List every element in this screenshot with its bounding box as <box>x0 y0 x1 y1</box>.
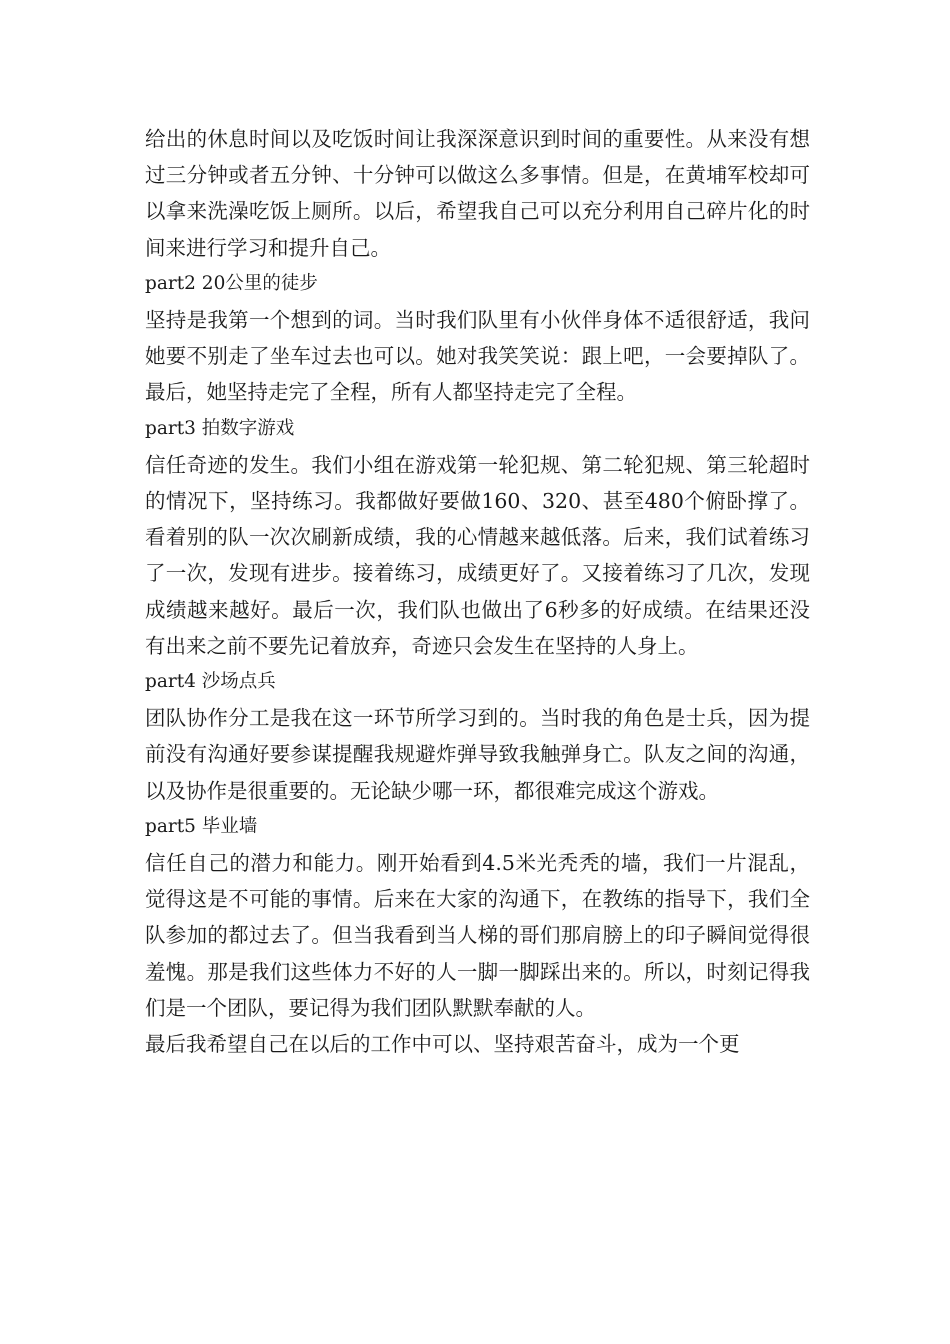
section-text-part2: 坚持是我第一个想到的词。当时我们队里有小伙伴身体不适很舒适，我问她要不别走了坐车过去也可以。她对我笑笑说：跟上吧，一会要掉队了。最后，她坚持走完了全程，所有人都坚持走完了全程。 <box>145 308 810 405</box>
section-heading-part5: part5 毕业墙 <box>145 815 258 837</box>
section-heading-part2: part2 20公里的徒步 <box>145 272 318 294</box>
section-text-part4: 团队协作分工是我在这一环节所学习到的。当时我的角色是士兵，因为提前没有沟通好要参谋提醒我规避炸弹导致我触弹身亡。队友之间的沟通，以及协作是很重要的。无论缺少哪一环，都很难完成这个游戏。 <box>145 706 810 803</box>
section-heading-part3: part3 拍数字游戏 <box>145 417 295 439</box>
closing-paragraph: 最后我希望自己在以后的工作中可以、坚持艰苦奋斗，成为一个更 <box>145 1032 740 1057</box>
section-text-part5: 信任自己的潜力和能力。刚开始看到4.5米光秃秃的墙，我们一片混乱，觉得这是不可能的事情。后来在大家的沟通下，在教练的指导下，我们全队参加的都过去了。但当我看到当人梯的哥们那肩膀上的印子瞬间觉得很羞愧。那是我们这些体力不好的人一脚一脚踩出来的。所以，时刻记得我们是一个团队，要记得为我们团队默默奉献的人。 <box>145 851 810 1020</box>
section-heading-part4: part4 沙场点兵 <box>145 671 276 693</box>
document-body <box>145 121 810 1062</box>
section-text-part3: 信任奇迹的发生。我们小组在游戏第一轮犯规、第二轮犯规、第三轮超时的情况下，坚持练习。我都做好要做160、320、甚至480个俯卧撑了。看着别的队一次次刷新成绩，我的心情越来越低落。后来，我们试着练习了一次，发现有进步。接着练习，成绩更好了。又接着练习了几次，发现成绩越来越好。最后一次，我们队也做出了6秒多的好成绩。在结果还没有出来之前不要先记着放弃，奇迹只会发生在坚持的人身上。 <box>145 452 810 658</box>
intro-paragraph: 给出的休息时间以及吃饭时间让我深深意识到时间的重要性。从来没有想过三分钟或者五分钟、十分钟可以做这么多事情。但是，在黄埔军校却可以拿来洗澡吃饭上厕所。以后，希望我自己可以充分利用自己碎片化的时间来进行学习和提升自己。 <box>145 127 810 260</box>
